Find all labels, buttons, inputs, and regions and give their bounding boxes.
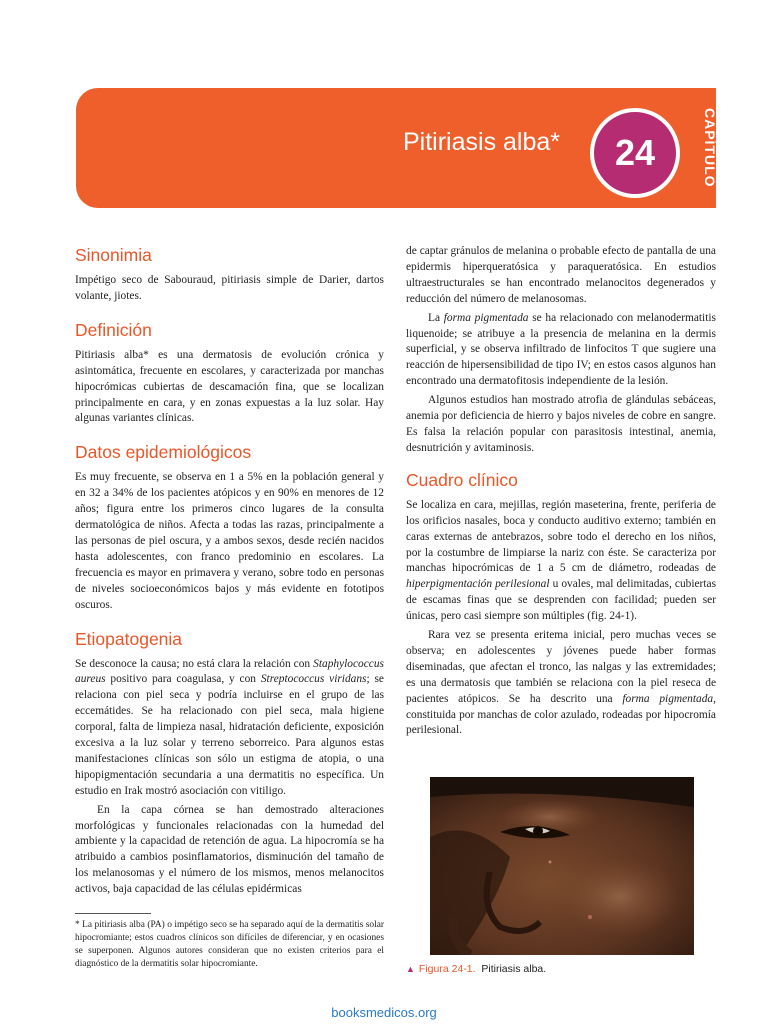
- left-column: [75, 244, 384, 901]
- figure-caption: [406, 963, 706, 975]
- clinical-photo: [430, 777, 694, 955]
- section-heading-epidemiologia: Datos epidemiológicos: [75, 442, 252, 463]
- footer-link[interactable]: booksmedicos.org: [331, 1005, 437, 1020]
- sinonimia-text: Impétigo seco de Sabouraud, pitiriasis simple de Darier, dartos volante, jiotes.: [75, 274, 384, 302]
- caption-triangle-icon: ▲: [406, 964, 415, 974]
- section-heading-cuadro-clinico: Cuadro clínico: [406, 469, 518, 490]
- section-heading-etiopatogenia: Etiopatogenia: [75, 628, 183, 649]
- chapter-label: CAPÍTULO: [702, 108, 718, 188]
- right-column: [406, 244, 716, 742]
- section-heading-sinonimia: Sinonimia: [75, 245, 152, 265]
- epidemiologia-text: Es muy frecuente, se observa en 1 a 5% en la población general y en 32 a 34% de los pacientes atópicos y en 90% en menores de 12 años; figura entre los primeros cinco lugares de la consulta dermatológica de niños. Afecta a todas las razas, principalmente a las personas de piel oscura, y a ambos sexos, desde recién nacidos hasta adolescentes, con franco predominio en escolares. La frecuencia es mayor en primavera y verano, sobre todo en personas de niveles socioeconómicos bajos y más evidente en fototipos oscuros.: [75, 471, 384, 611]
- etiopatogenia-paragraph-1: Se desconoce la causa; no está clara la relación con Staphylococcus aureus positivo para coagulasa, y con Streptococcus viridans; se relaciona con piel seca y podría incluirse en el grupo de las eccemátides. Se ha relacionado con piel seca, mala higiene corporal, falta de limpieza nasal, hidratación deficiente, exposición excesiva a la luz solar y terreno seborreico. Para algunos estas manifestaciones clínicas son sólo un estigma de atopia, o una hipopigmentación secundaria a una dermatitis no específica. Un estudio en Irak mostró asociación con vitiligo.: [75, 657, 384, 797]
- continued-paragraph-1: de captar gránulos de melanina o probable efecto de pantalla de una epidermis hiperqueratósica y paraqueratósica. En estudios ultraestructurales se han encontrado melanocitos degenerados y reducción del número de melanosomas.: [406, 245, 716, 305]
- cuadro-clinico-paragraph-1: Se localiza en cara, mejillas, región maseterina, frente, periferia de los orificios nasales, boca y conducto auditivo externo; también en caras externas de antebrazos, sobre todo el derecho en los niños, por la costumbre de limpiarse la nariz con éste. Se caracteriza por manchas hipocrómicas de 1 a 5 cm de diámetro, rodeadas de hiperpigmentación perilesional u ovales, mal delimitadas, cubiertas de escamas finas que se desprenden con facilidad; pueden ser únicas, pero casi siempre son múltiples (fig. 24-1).: [406, 498, 717, 623]
- figure-label: Figura 24-1.: [418, 963, 476, 975]
- cuadro-clinico-paragraph-2: Rara vez se presenta eritema inicial, pero muchas veces se observa; en adolescentes y jóvenes puede haber formas diseminadas, que afectan el tronco, las nalgas y las extremidades; es una dermatosis que también se relaciona con la piel reseca de pacientes atópicos. Se ha descrito una forma pigmentada, constituida por manchas de color azulado, rodeadas por hipocromía perilesional.: [406, 629, 716, 737]
- continued-paragraph-3: Algunos estudios han mostrado atrofia de glándulas sebáceas, anemia por deficiencia de hierro y bajos niveles de cobre en sangre. Es falsa la relación popular con parasitosis intestinal, anemia, desnutrición y avitaminosis.: [406, 394, 716, 454]
- footnote-divider: [75, 913, 151, 914]
- definicion-text: Pitiriasis alba* es una dermatosis de evolución crónica y asintomática, frecuente en escolares, y caracterizada por manchas hipocrómicas cubiertas de descamación fina, que se localizan principalmente en cara, y en zonas expuestas a la luz solar. Hay algunas variantes clínicas.: [75, 348, 384, 425]
- figure-caption-text: Pitiriasis alba.: [481, 963, 547, 975]
- footnote: * La pitiriasis alba (PA) o impétigo seco se ha separado aquí de la dermatitis solar hipocromiante; estos cuadros clínicos son difíciles de diferenciar, y en ocasiones se superponen. Algunos autores consideran que no existen criterios para el diagnóstico de la dermatitis solar hipocromiante.: [75, 920, 384, 969]
- section-heading-definicion: Definición: [75, 319, 152, 340]
- etiopatogenia-paragraph-2: En la capa córnea se han demostrado alteraciones morfológicas y funcionales relacionadas con la humedad del ambiente y la capacidad de retención de agua. La hipocromía se ha atribuido a cambios posinflamatorios, disminución del tamaño de los melanosomas y el número de los mismos, menos melanocitos activos, baja capacidad de las células epidérmicas: [75, 803, 384, 896]
- chapter-title: Pitiriasis alba*: [403, 128, 561, 156]
- chapter-number-badge: 24: [590, 108, 680, 198]
- continued-paragraph-2: La forma pigmentada se ha relacionado con melanodermatitis liquenoide; se atribuye a la presencia de melanina en la dermis superficial, y se observa infiltrado de linfocitos T que sugiere una reacción de hipersensibilidad de tipo IV; en estos casos algunos han encontrado una dermatofitosis independiente de la lesión.: [406, 311, 716, 388]
